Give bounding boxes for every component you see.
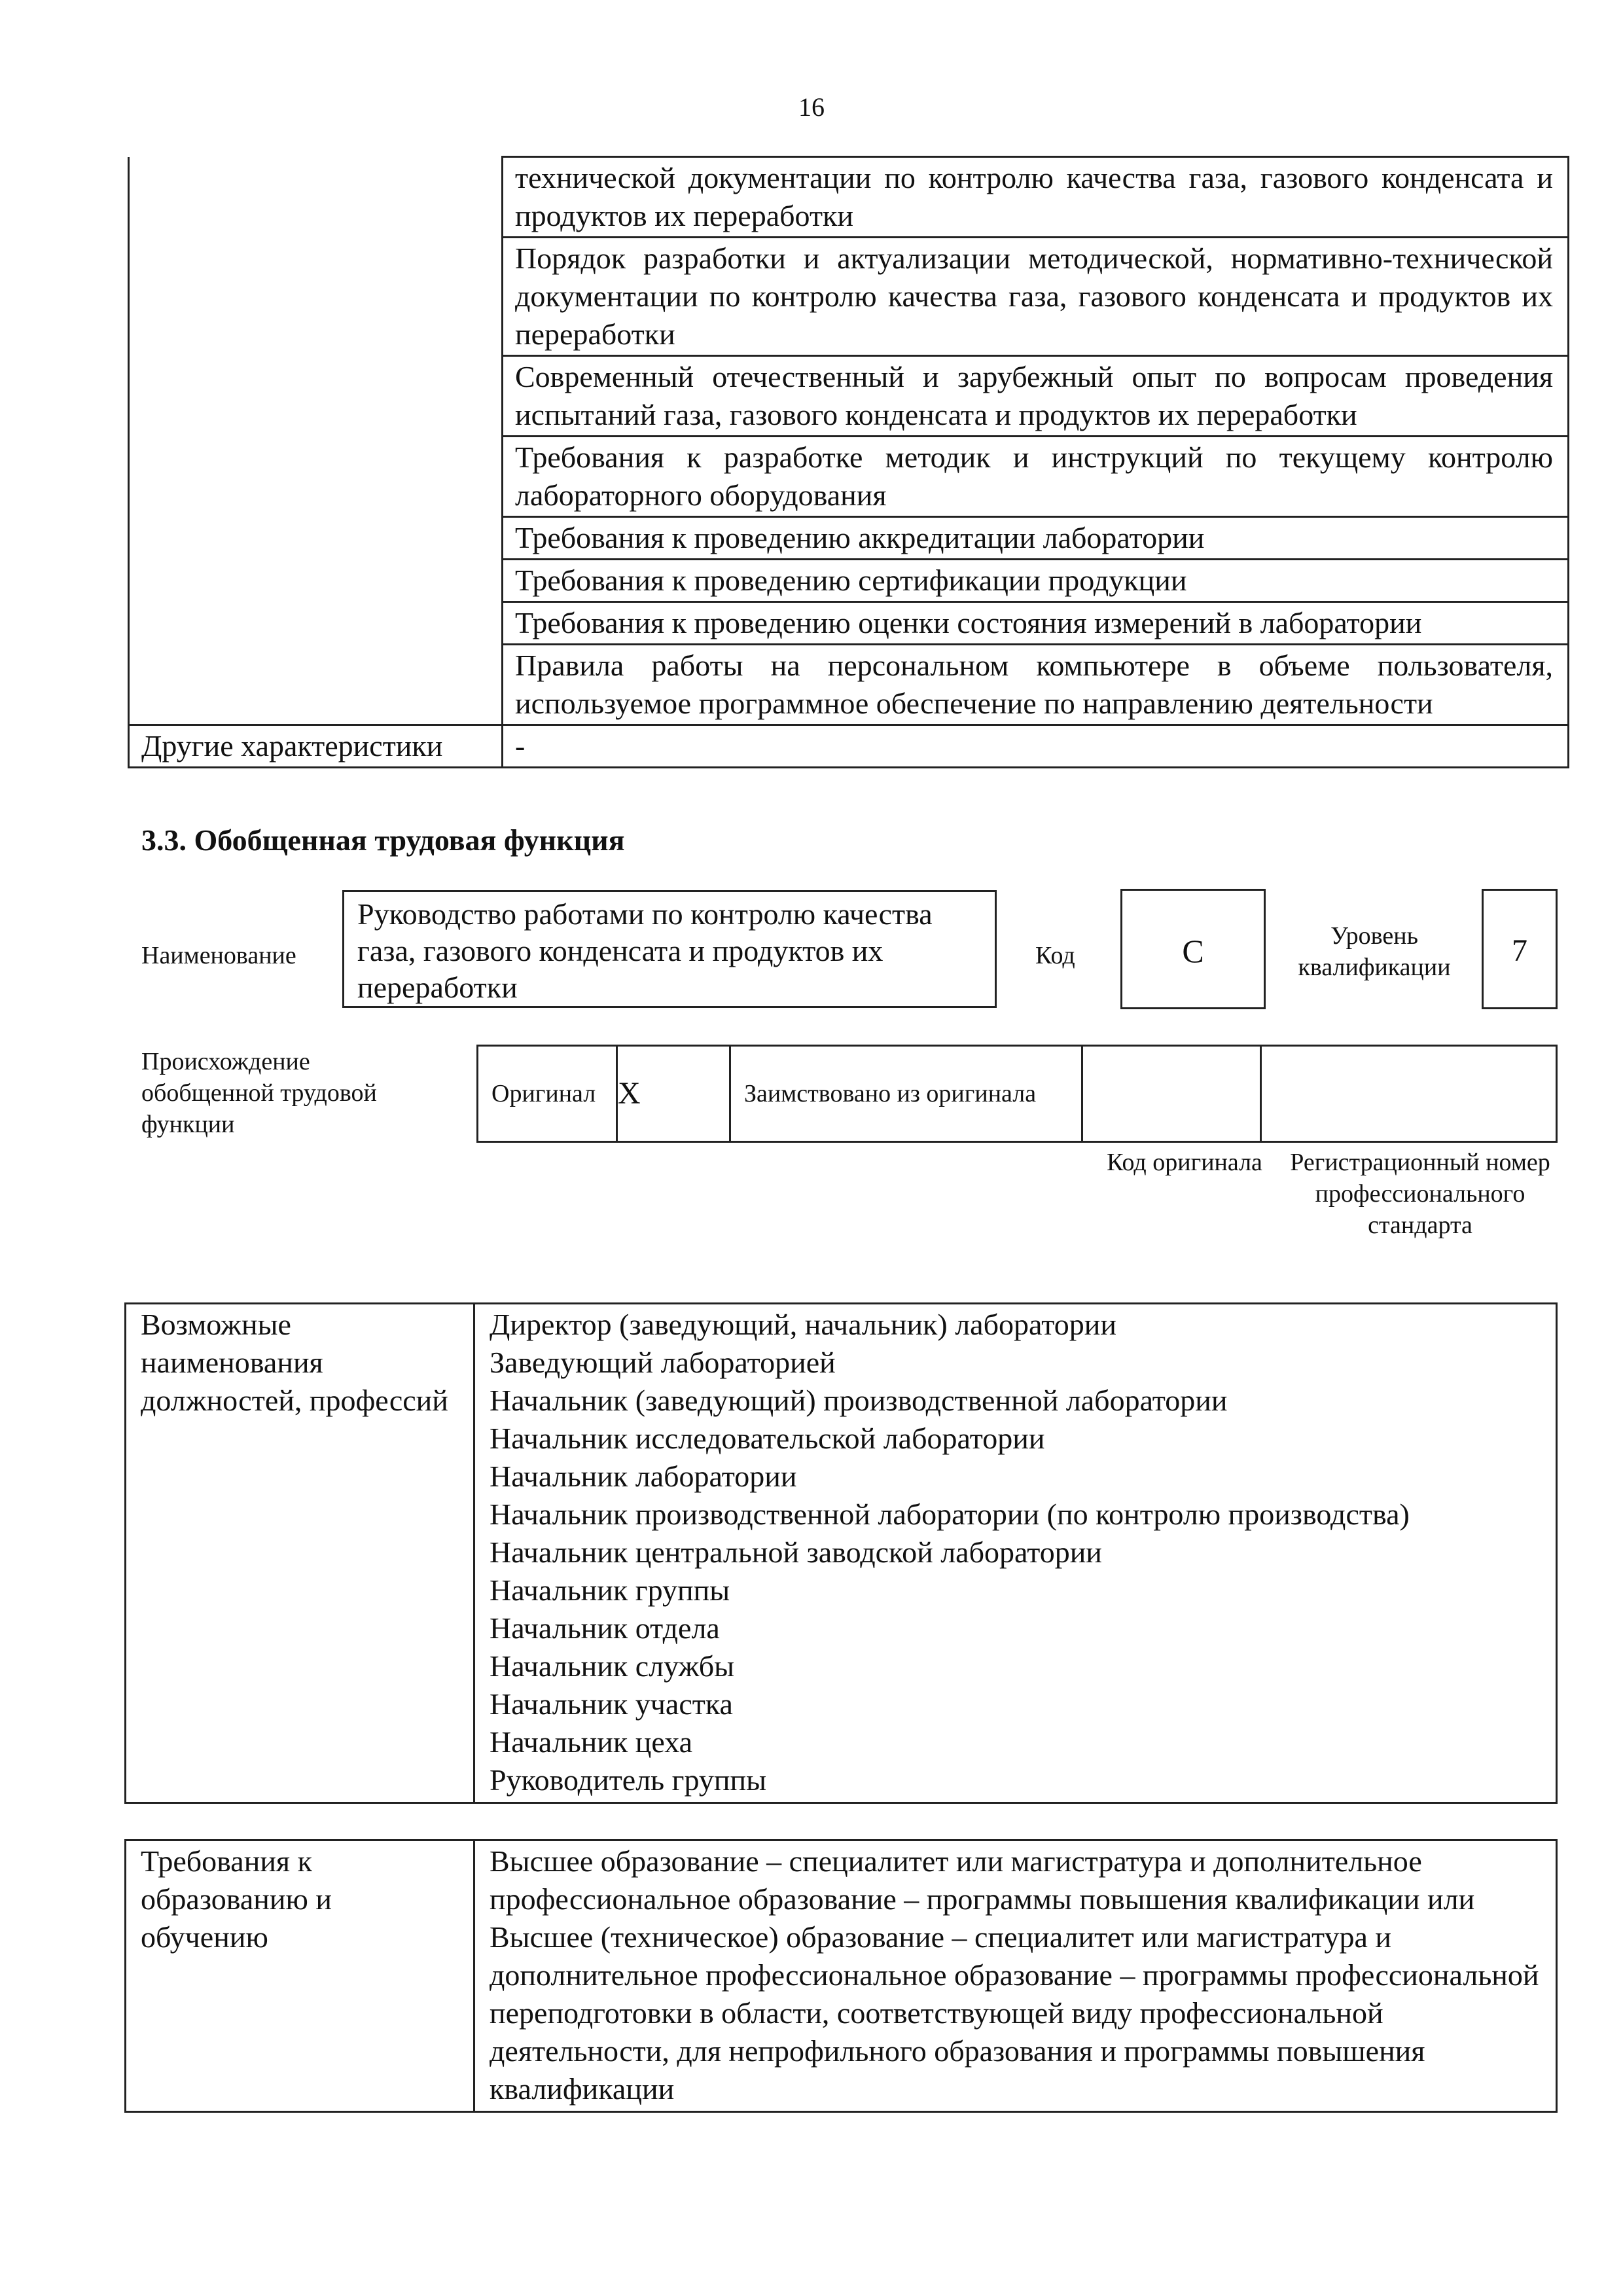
list-item: Заведующий лабораторией <box>490 1346 836 1379</box>
list-item: Директор (заведующий, начальник) лаборатории <box>490 1308 1116 1341</box>
knowledge-item: Порядок разработки и актуализации методической, нормативно-технической документации по контролю качества газа, газового конденсата и продуктов их переработки <box>503 238 1569 356</box>
original-mark: X <box>617 1046 730 1142</box>
list-item: Начальник отдела <box>490 1611 720 1645</box>
page-number: 16 <box>798 92 825 122</box>
original-code-cell <box>1082 1046 1261 1142</box>
other-characteristics-label: Другие характеристики <box>129 725 503 768</box>
code-value: C <box>1120 889 1266 1009</box>
list-item: Начальник цеха <box>490 1725 693 1759</box>
name-label: Наименование <box>141 942 296 969</box>
knowledge-item: Правила работы на персональном компьютере в объеме пользователя, используемое программное обеспечение по направлению деятельности <box>503 645 1569 725</box>
list-item: Начальник лаборатории <box>490 1460 797 1493</box>
education-paragraph: Высшее образование – специалитет или магистратура и дополнительное профессиональное образование – программы повышения квалификации или <box>490 1844 1475 1916</box>
level-label: Уровень квалификации <box>1298 922 1451 981</box>
reg-caption: Регистрационный номер профессионального стандарта <box>1290 1149 1550 1239</box>
borrowed-label: Заимствовано из оригинала <box>730 1046 1082 1142</box>
list-item: Начальник участка <box>490 1687 733 1721</box>
education-label: Требования к образованию и обучению <box>126 1840 474 2112</box>
education-table <box>124 1839 1558 2113</box>
list-item: Руководитель группы <box>490 1763 767 1797</box>
other-characteristics-value: - <box>503 725 1569 768</box>
code-label: Код <box>1035 942 1075 969</box>
table-row <box>478 1046 1557 1142</box>
list-item: Начальник службы <box>490 1649 735 1683</box>
origin-table <box>476 1045 1558 1143</box>
knowledge-item: Требования к проведению сертификации продукции <box>503 560 1569 602</box>
label-cell <box>129 157 503 725</box>
origin-label: Происхождение обобщенной трудовой функции <box>141 1048 377 1138</box>
knowledge-item: Требования к разработке методик и инструкций по текущему контролю лабораторного оборудования <box>503 437 1569 517</box>
knowledge-item: технической документации по контролю качества газа, газового конденсата и продуктов их переработки <box>503 157 1569 238</box>
reg-number-cell <box>1261 1046 1557 1142</box>
positions-list <box>474 1304 1557 1803</box>
list-item: Начальник (заведующий) производственной лаборатории <box>490 1384 1228 1417</box>
table-row <box>129 725 1569 768</box>
knowledge-item: Требования к проведению аккредитации лаборатории <box>503 517 1569 560</box>
table-row <box>126 1840 1557 2112</box>
positions-label: Возможные наименования должностей, профессий <box>126 1304 474 1803</box>
level-value: 7 <box>1482 889 1558 1009</box>
list-item: Начальник центральной заводской лаборатории <box>490 1535 1102 1569</box>
table-row <box>129 157 1569 238</box>
list-item: Начальник исследовательской лаборатории <box>490 1422 1045 1455</box>
knowledge-item: Современный отечественный и зарубежный опыт по вопросам проведения испытаний газа, газового конденсата и продуктов их переработки <box>503 356 1569 437</box>
original-label: Оригинал <box>478 1046 617 1142</box>
knowledge-table <box>128 156 1569 768</box>
section-heading: 3.3. Обобщенная трудовая функция <box>141 823 625 857</box>
positions-table <box>124 1302 1558 1804</box>
list-item: Начальник производственной лаборатории (по контролю производства) <box>490 1498 1410 1531</box>
table-row <box>126 1304 1557 1803</box>
code-caption: Код оригинала <box>1107 1149 1262 1176</box>
name-value: Руководство работами по контролю качества газа, газового конденсата и продуктов их переработки <box>342 890 997 1008</box>
knowledge-item: Требования к проведению оценки состояния измерений в лаборатории <box>503 602 1569 645</box>
education-text <box>474 1840 1557 2112</box>
education-paragraph: Высшее (техническое) образование – специалитет или магистратура и дополнительное профессиональное образование – программы профессиональной переподготовки в области, соответствующей виду профессиональной деятельности, для непрофильного образования и программы повышения квалификации <box>490 1920 1539 2106</box>
list-item: Начальник группы <box>490 1573 730 1607</box>
